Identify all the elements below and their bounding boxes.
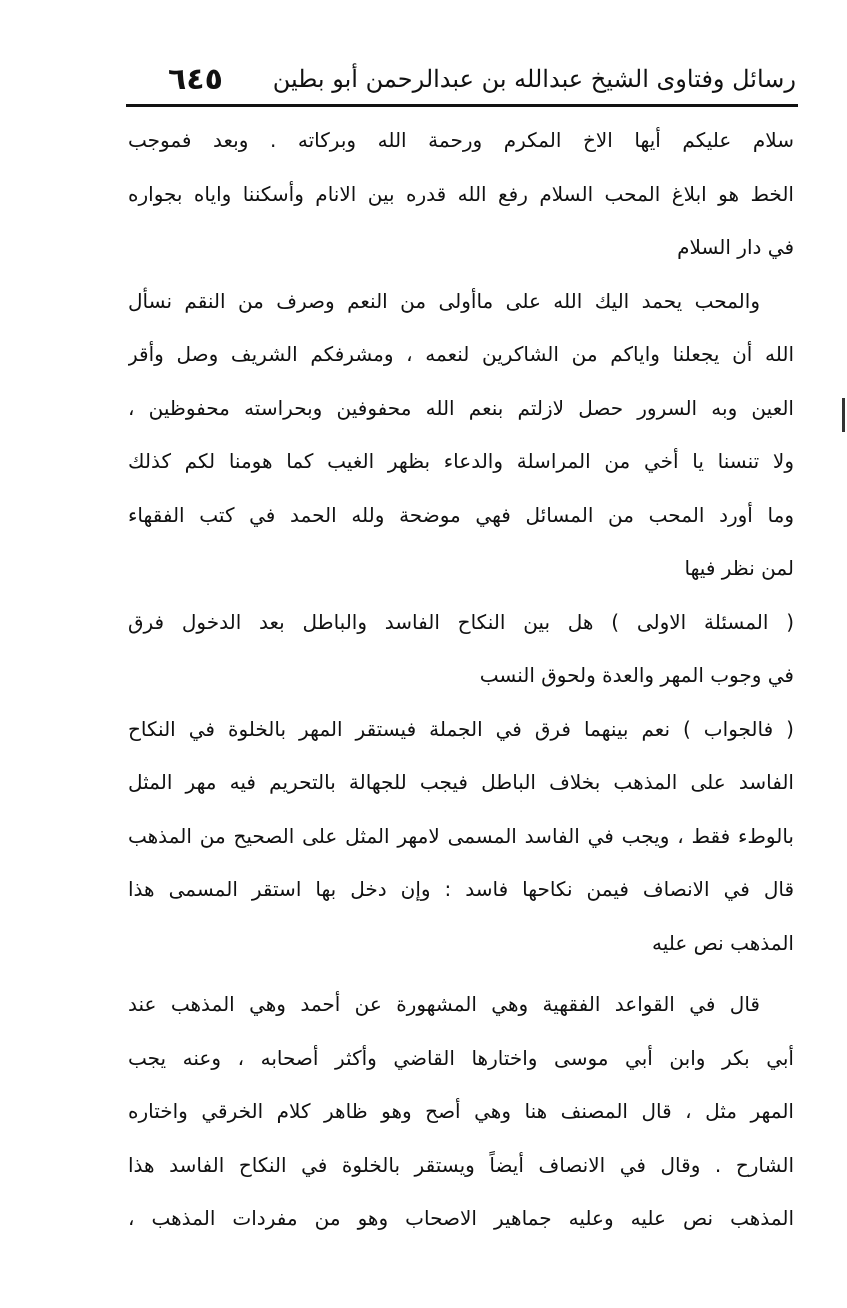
text-line: الله أن يجعلنا واياكم من الشاكرين لنعمه ، ومشرفكم الشريف وصل وأقر	[128, 342, 794, 366]
question-line: ( المسئلة الاولى ) هل بين النكاح الفاسد والباطل بعد الدخول فرق	[128, 609, 794, 634]
running-header	[128, 54, 796, 104]
text-line: لمن نظر فيها	[684, 556, 794, 580]
body-text	[128, 114, 794, 1246]
text-line: المهر مثل ، قال المصنف هنا وهي أصح وهو ظاهر كلام الخرقي واختاره	[128, 1099, 794, 1123]
text-line: سلام عليكم أيها الاخ المكرم ورحمة الله وبركاته . وبعد فموجب	[128, 128, 794, 152]
text-line: العين وبه السرور حصل لازلتم بنعم الله محفوفين وبحراسته محفوظين ،	[128, 395, 794, 420]
text-line: وما أورد المحب من المسائل فهي موضحة ولله الحمد في كتب الفقهاء	[128, 502, 794, 527]
answer-line: ( فالجواب ) نعم بينهما فرق في الجملة فيستقر المهر بالخلوة في النكاح	[128, 716, 794, 741]
answer-line: بالوطء فقط ، ويجب في الفاسد المسمى لامهر المثل على الصحيح من المذهب	[128, 823, 794, 848]
header-title: رسائل وفتاوى الشيخ عبدالله بن عبدالرحمن أبو بطين	[272, 65, 796, 93]
text-line: المذهب نص عليه وعليه جماهير الاصحاب وهو من مفردات المذهب ،	[128, 1206, 794, 1230]
answer-line: قال في الانصاف فيمن نكاحها فاسد : وإن دخل بها استقر المسمى هذا	[128, 877, 794, 901]
text-line: قال في القواعد الفقهية وهي المشهورة عن أحمد وهي المذهب عند	[128, 992, 760, 1016]
paragraph-gap	[128, 970, 794, 978]
answer-line: المذهب نص عليه	[652, 930, 794, 955]
scan-edge-mark	[842, 398, 845, 432]
page-number: ٦٤٥	[168, 61, 223, 97]
text-line: الخط هو ابلاغ المحب السلام رفع الله قدره بين الانام وأسكننا واياه بجواره	[128, 181, 794, 206]
answer-line: الفاسد على المذهب بخلاف الباطل فيجب للجهالة بالتحريم فيه مهر المثل	[128, 770, 794, 794]
text-line: والمحب يحمد اليك الله على ماأولى من النعم وصرف من النقم نسأل	[128, 288, 760, 313]
text-line: في دار السلام	[677, 235, 794, 259]
header-rule	[126, 104, 798, 107]
question-line: في وجوب المهر والعدة ولحوق النسب	[479, 663, 794, 687]
text-line: ولا تنسنا يا أخي من المراسلة والدعاء بظهر الغيب كما هومنا لكم كذلك	[128, 449, 794, 473]
text-line: الشارح . وقال في الانصاف أيضاً ويستقر بالخلوة في النكاح الفاسد هذا	[128, 1152, 794, 1177]
text-line: أبي بكر وابن أبي موسى واختارها القاضي وأكثر أصحابه ، وعنه يجب	[128, 1045, 794, 1070]
